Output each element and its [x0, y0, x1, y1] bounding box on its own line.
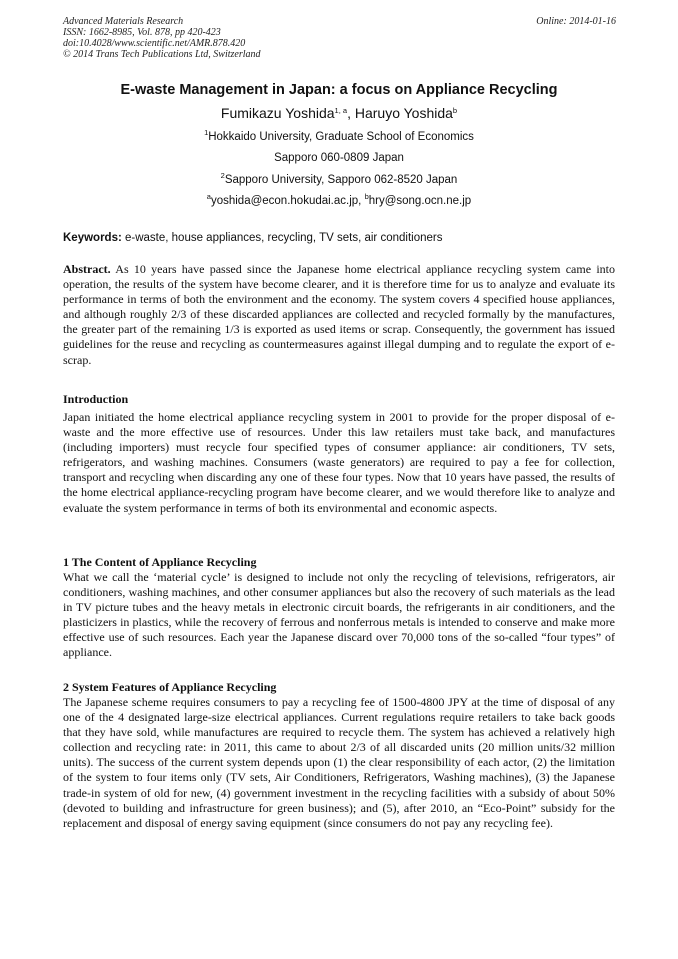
journal-copyright: © 2014 Trans Tech Publications Ltd, Switzerland: [63, 49, 261, 60]
author-name: Fumikazu Yoshida: [220, 105, 335, 121]
author-name: Haruyo Yoshida: [354, 105, 453, 121]
email-superscript: a: [206, 192, 211, 201]
author-emails: [0, 192, 678, 207]
section-paragraph: Japan initiated the home electrical appliance recycling system in 2001 to provide for the proper disposal of e-waste and the more effective use of resources. Under this law retailers must take back, and manufactures (including importers) must recycle four specified types of consumer appliance: air conditioners, TV sets, refrigerators, and washing machines. Consumers (waste generators) are required to pay a fee for collection, transport and recycling when discarding any one of these four types. Now that 10 years have passed, the results of the home electrical appliance-recycling program have become clearer, and we would therefore like to analyze and evaluate the system performance in terms of both its environmental and economic aspects.: [63, 410, 615, 515]
abstract-text: As 10 years have passed since the Japanese home electrical appliance recycling system came into operation, the results of the system have become clearer, and it is therefore time for us to analyze and evaluate its performance in terms of both the environment and the economy. The system covers 4 specified house appliances, and although roughly 2/3 of these discarded appliances are collected and recycled formally by the manufactures, the greater part of the remaining 1/3 is exported as used items or scrap. Consequently, the government has issued guidelines for the reuse and recycling as countermeasures against illegal dumping and to regulate the export of e-scrap.: [63, 262, 615, 367]
section-heading: 2 System Features of Appliance Recycling: [63, 680, 277, 694]
affiliation-2: [0, 171, 678, 186]
author-list: [0, 105, 678, 121]
author-superscript: b: [452, 106, 458, 115]
affiliation-text: Sapporo University, Sapporo 062-8520 Japan: [224, 174, 458, 186]
journal-name: Advanced Materials Research: [63, 16, 184, 27]
email-superscript: b: [364, 192, 369, 201]
keywords-label: Keywords:: [63, 232, 122, 244]
affiliation-1-address: Sapporo 060-0809 Japan: [274, 152, 404, 164]
section-heading: 1 The Content of Appliance Recycling: [63, 555, 257, 569]
section-paragraph: What we call the ‘material cycle’ is designed to include not only the recycling of televisions, refrigerators, air conditioners, washing machines, and other consumer appliances but also the recovery of such materials as the lead in TV picture tubes and the heavy metals in electronic circuit boards, the refrigerants in air conditioners, and the plasticizers in plastics, while the recovery of ferrous and nonferrous metals is intended to conserve and make more effective use of such resources. Each year the Japanese discard over 70,000 tons of the so-called “four types” of appliance.: [63, 570, 615, 660]
affiliation-1: [0, 128, 678, 143]
affiliation-superscript: 2: [220, 171, 225, 180]
online-date: Online: 2014-01-16: [536, 16, 616, 27]
section-heading: Introduction: [63, 392, 129, 406]
email-text: yoshida@econ.hokudai.ac.jp,: [210, 195, 365, 207]
keywords: [63, 232, 442, 244]
affiliation-superscript: 1: [204, 128, 209, 137]
author-superscript: 1, a: [334, 106, 348, 115]
affiliation-text: Hokkaido University, Graduate School of Economics: [208, 131, 474, 143]
paper-title: E-waste Management in Japan: a focus on Appliance Recycling: [120, 82, 558, 98]
email-text: hry@song.ocn.ne.jp: [368, 195, 472, 207]
abstract-label: Abstract.: [63, 262, 111, 276]
journal-doi: doi:10.4028/www.scientific.net/AMR.878.420: [63, 38, 246, 49]
keywords-text: e-waste, house appliances, recycling, TV sets, air conditioners: [121, 232, 443, 244]
journal-header: [63, 16, 261, 60]
journal-issn: ISSN: 1662-8985, Vol. 878, pp 420-423: [63, 27, 221, 38]
abstract: [63, 262, 615, 368]
author-separator: ,: [347, 105, 355, 121]
section-paragraph: The Japanese scheme requires consumers to pay a recycling fee of 1500-4800 JPY at the time of disposal of any one of the 4 designated large-size electrical appliances. Current regulations require retailers to take back goods that they have sold, while manufactures are required to recycle them. The system has achieved a relatively high collection and recycling rate: in 2011, this came to about 2/3 of all discarded units (20 million units/32 million units). The success of the current system depends upon (1) the clear responsibility of each actor, (2) the limitation of the system to four items only (TV sets, Air Conditioners, Refrigerators, Washing machines), (3) the Japanese trade-in system of old for new, (4) government investment in the recycling facilities with a subsidy of about 50% (devoted to building and infrastructure for green business); and (5), after 2010, an “Eco-Point” subsidy for the replacement and disposal of energy saving equipment (since consumers do not pay any recycling fee).: [63, 695, 615, 830]
